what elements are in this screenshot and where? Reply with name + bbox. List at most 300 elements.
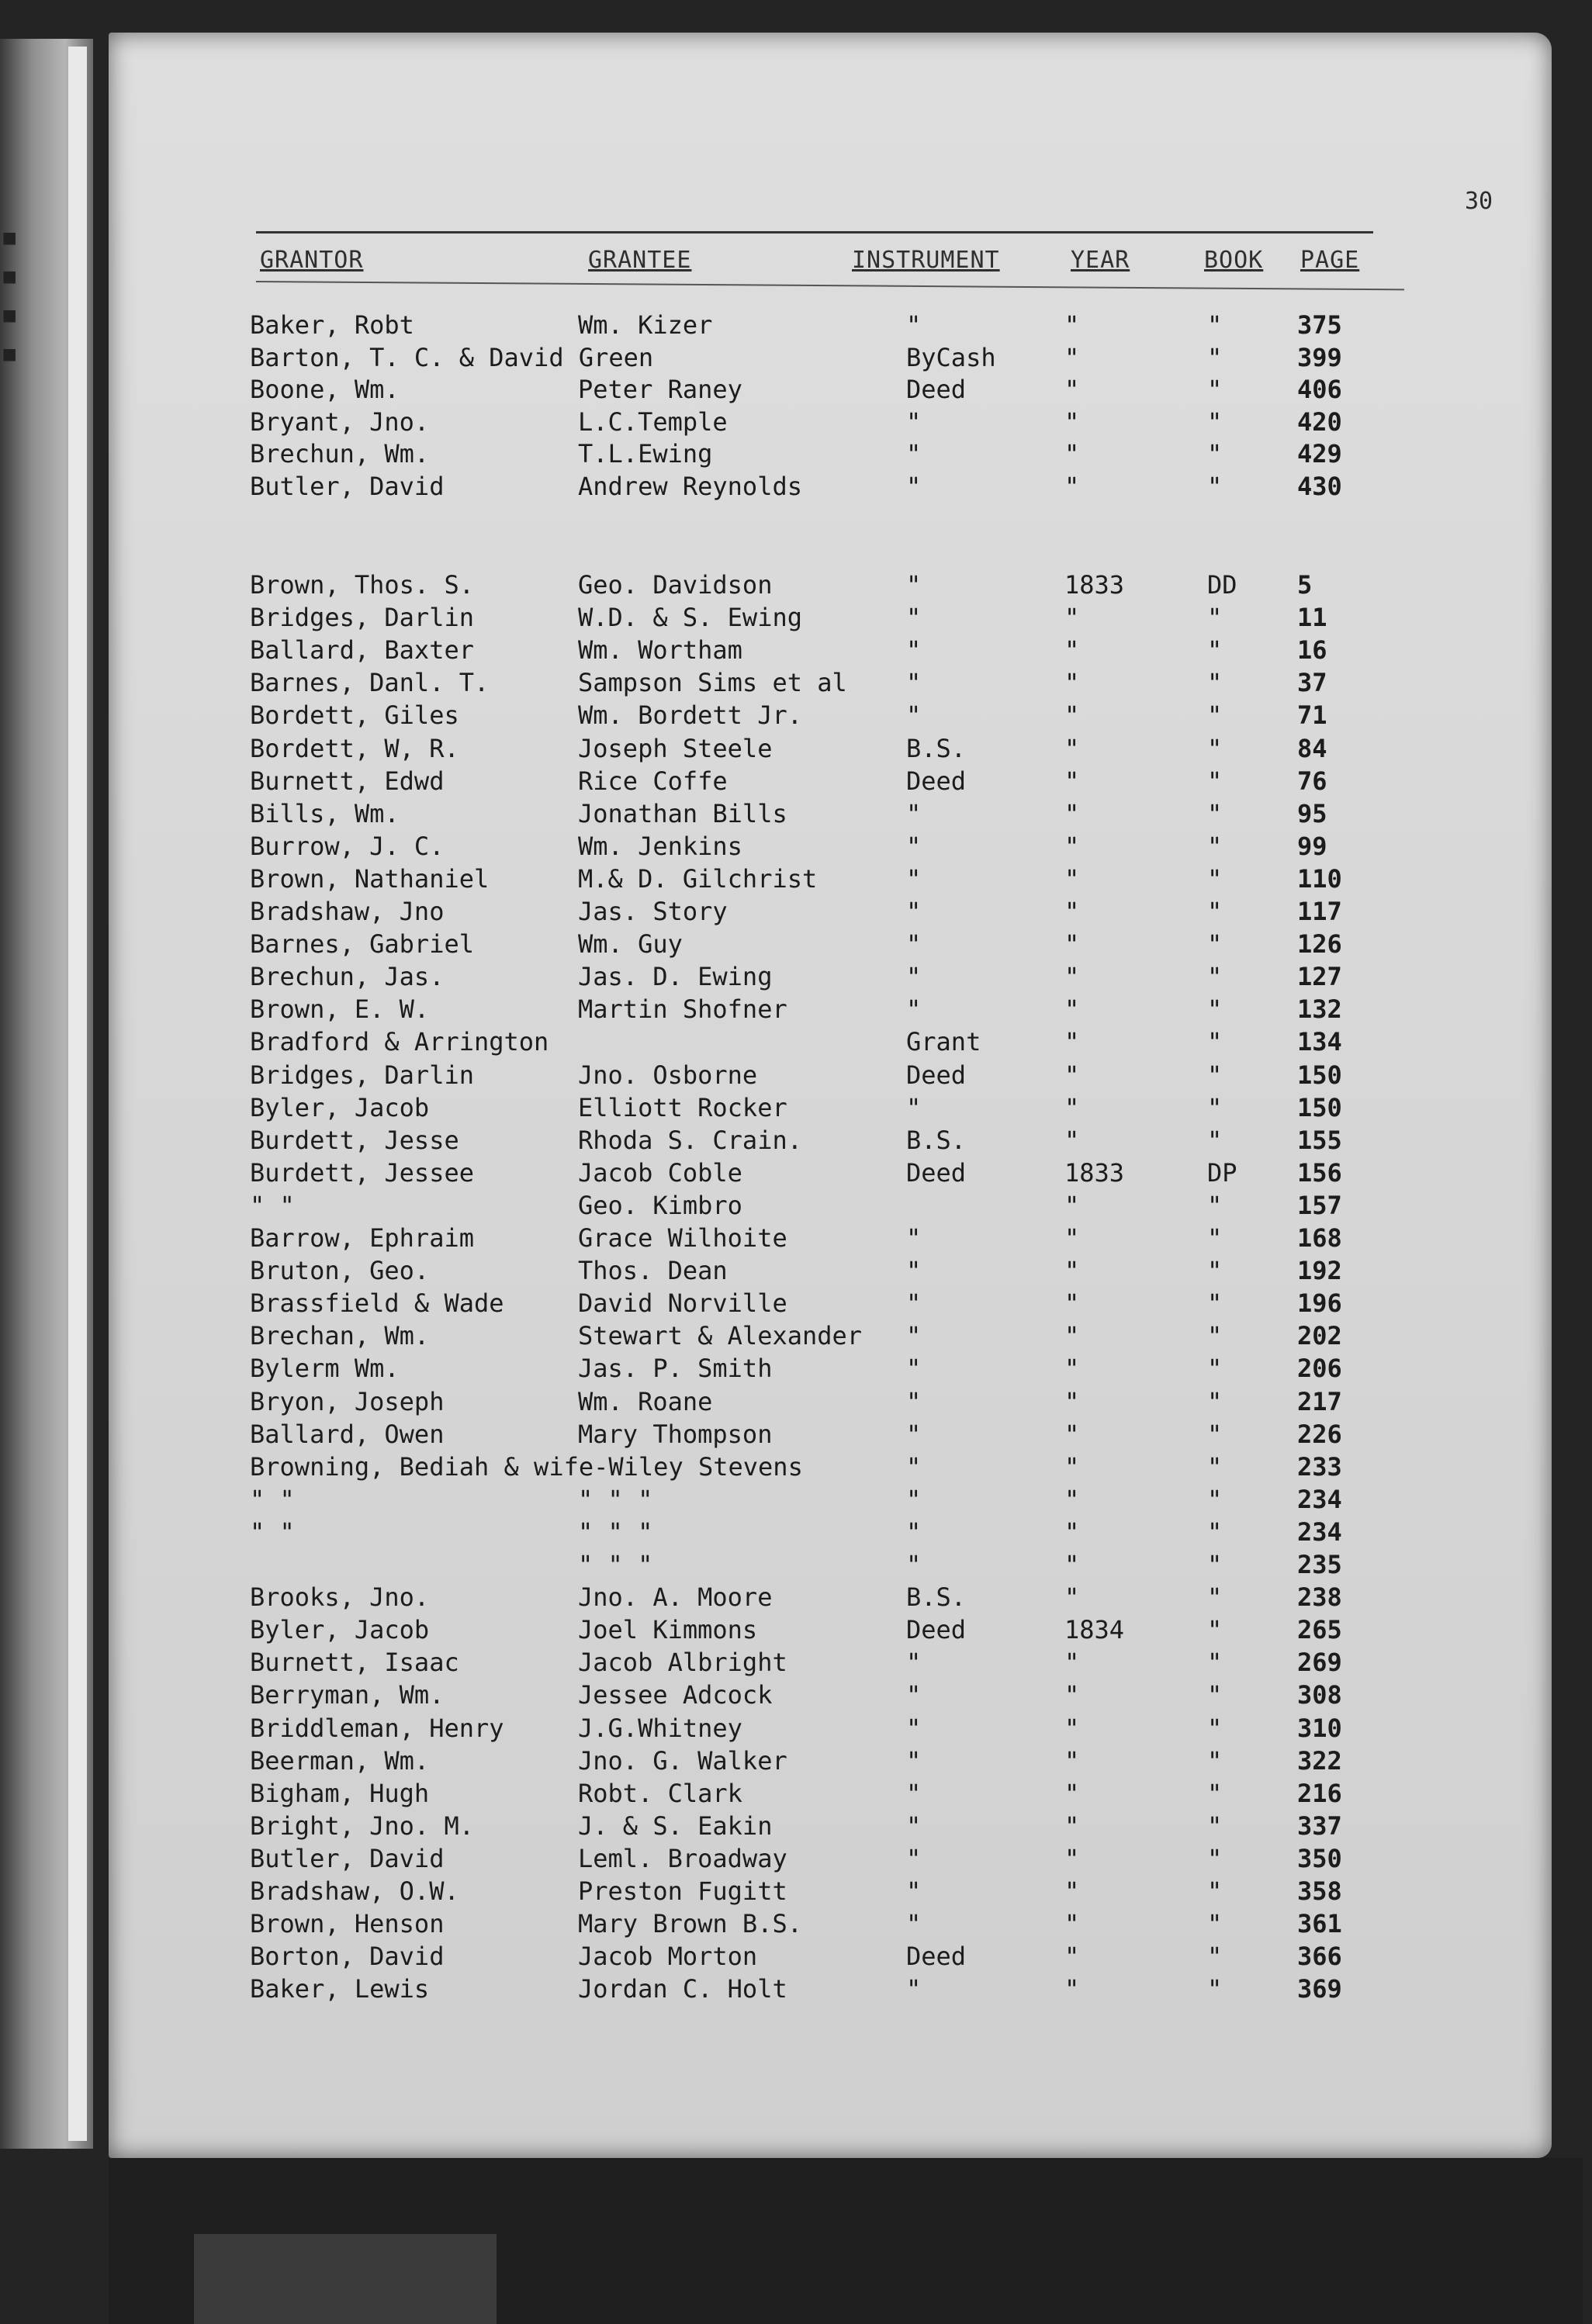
- table-row: [0, 1321, 1592, 1352]
- binding-marks: ▪ ▪ ▪ ▪: [0, 219, 19, 371]
- instrument-cell: ": [906, 1778, 922, 1808]
- instrument-cell: ": [906, 897, 922, 926]
- book-cell: ": [1207, 1288, 1223, 1319]
- grantee-cell: Jno. Osborne: [578, 1060, 758, 1090]
- table-row: [0, 1060, 1592, 1091]
- year-cell: ": [1064, 1810, 1080, 1841]
- year-cell: ": [1064, 1876, 1080, 1906]
- instrument-cell: ": [906, 1092, 922, 1122]
- grantor-cell: Brechun, Wm.: [250, 439, 430, 469]
- book-cell: ": [1207, 375, 1223, 404]
- grantee-cell: Robt. Clark: [578, 1778, 742, 1808]
- page-cell: 238: [1297, 1582, 1342, 1613]
- instrument-cell: ": [906, 439, 922, 469]
- grantor-cell: Berryman, Wm.: [250, 1680, 445, 1710]
- instrument-cell: ": [906, 1354, 922, 1384]
- year-cell: ": [1064, 1223, 1080, 1253]
- instrument-cell: Deed: [906, 1942, 967, 1972]
- page-cell: 322: [1297, 1745, 1342, 1776]
- table-row: [0, 700, 1592, 731]
- table-row: [0, 1387, 1592, 1418]
- table-row: [0, 1027, 1592, 1058]
- grantor-cell: Browning, Bediah & wife-Wiley Stevens: [250, 1451, 803, 1482]
- year-cell: ": [1064, 1092, 1080, 1122]
- year-cell: 1834: [1064, 1615, 1125, 1645]
- book-cell: ": [1207, 635, 1223, 666]
- instrument-cell: ": [906, 962, 922, 992]
- year-cell: ": [1064, 1060, 1080, 1090]
- grantor-cell: Bridges, Darlin: [250, 1060, 474, 1090]
- year-cell: ": [1064, 1648, 1080, 1678]
- table-row: [0, 472, 1592, 503]
- book-cell: ": [1207, 1876, 1223, 1906]
- grantor-cell: Bridges, Darlin: [250, 603, 474, 633]
- instrument-cell: ": [906, 1419, 922, 1449]
- instrument-cell: ": [906, 1451, 922, 1482]
- book-cell: ": [1207, 863, 1223, 894]
- page-cell: 202: [1297, 1321, 1342, 1351]
- grantee-cell: " " ": [578, 1516, 653, 1547]
- grantor-cell: Brown, Thos. S.: [250, 570, 474, 600]
- instrument-cell: ": [906, 1713, 922, 1743]
- grantor-cell: Barrow, Ephraim: [250, 1223, 474, 1253]
- book-cell: ": [1207, 929, 1223, 960]
- grantee-cell: Geo. Kimbro: [578, 1190, 742, 1220]
- instrument-cell: ": [906, 1876, 922, 1906]
- grantor-cell: Boone, Wm.: [250, 375, 400, 404]
- header-underline: [256, 231, 1373, 233]
- year-cell: ": [1064, 1321, 1080, 1351]
- instrument-cell: Deed: [906, 766, 967, 796]
- grantee-cell: " " ": [578, 1550, 653, 1579]
- page-cell: 37: [1297, 668, 1327, 698]
- year-cell: ": [1064, 897, 1080, 926]
- grantee-cell: David Norville: [578, 1288, 787, 1319]
- year-cell: ": [1064, 1419, 1080, 1449]
- grantee-cell: Peter Raney: [578, 375, 742, 404]
- instrument-cell: B.S.: [906, 1125, 967, 1155]
- grantor-cell: Baker, Lewis: [250, 1974, 430, 2004]
- year-cell: ": [1064, 733, 1080, 763]
- book-cell: ": [1207, 1125, 1223, 1155]
- instrument-cell: ": [906, 1288, 922, 1319]
- table-row: [0, 1517, 1592, 1548]
- table-row: [0, 1223, 1592, 1254]
- page-cell: 155: [1297, 1125, 1342, 1155]
- instrument-cell: ": [906, 1484, 922, 1514]
- grantee-cell: Jacob Coble: [578, 1157, 742, 1188]
- book-cell: ": [1207, 700, 1223, 731]
- grantor-cell: Brown, Nathaniel: [250, 863, 490, 894]
- grantor-cell: Burdett, Jesse: [250, 1125, 459, 1155]
- grantee-cell: Wm. Jenkins: [578, 831, 742, 861]
- book-cell: ": [1207, 1027, 1223, 1057]
- year-cell: ": [1064, 635, 1080, 666]
- table-row: [0, 1974, 1592, 2005]
- page-cell: 265: [1297, 1615, 1342, 1645]
- book-cell: ": [1207, 1092, 1223, 1122]
- book-cell: ": [1207, 342, 1223, 372]
- grantee-cell: J.G.Whitney: [578, 1713, 742, 1743]
- grantor-cell: Bryon, Joseph: [250, 1386, 445, 1416]
- grantee-cell: Wm. Roane: [578, 1386, 713, 1416]
- instrument-cell: B.S.: [906, 1582, 967, 1613]
- scan-bottom-tab: [194, 2234, 497, 2324]
- table-row: [0, 1093, 1592, 1124]
- page-cell: 76: [1297, 766, 1327, 796]
- book-cell: ": [1207, 831, 1223, 861]
- year-cell: ": [1064, 1582, 1080, 1613]
- instrument-cell: ": [906, 1321, 922, 1351]
- instrument-cell: ": [906, 1745, 922, 1776]
- book-cell: ": [1207, 1321, 1223, 1351]
- instrument-cell: ": [906, 700, 922, 731]
- page-cell: 16: [1297, 635, 1327, 666]
- year-cell: ": [1064, 1843, 1080, 1873]
- grantee-cell: Thos. Dean: [578, 1256, 728, 1286]
- year-cell: ": [1064, 1354, 1080, 1384]
- year-cell: ": [1064, 1778, 1080, 1808]
- instrument-cell: ": [906, 1843, 922, 1873]
- grantor-cell: Briddleman, Henry: [250, 1713, 504, 1743]
- year-cell: ": [1064, 1942, 1080, 1972]
- page-cell: 117: [1297, 897, 1342, 926]
- grantor-cell: Byler, Jacob: [250, 1615, 430, 1645]
- table-row: [0, 766, 1592, 797]
- grantor-cell: Brown, Henson: [250, 1909, 445, 1939]
- instrument-cell: ": [906, 1909, 922, 1939]
- page-cell: 206: [1297, 1354, 1342, 1384]
- table-row: [0, 1876, 1592, 1907]
- book-cell: DP: [1207, 1157, 1237, 1188]
- table-row: [0, 897, 1592, 928]
- grantor-cell: Bordett, Giles: [250, 700, 459, 731]
- year-cell: ": [1064, 603, 1080, 633]
- page-cell: 99: [1297, 831, 1327, 861]
- page-cell: 233: [1297, 1451, 1342, 1482]
- page-cell: 369: [1297, 1974, 1342, 2004]
- year-cell: ": [1064, 1288, 1080, 1319]
- grantee-cell: Wm. Bordett Jr.: [578, 700, 802, 731]
- page-cell: 235: [1297, 1550, 1342, 1579]
- year-cell: ": [1064, 1680, 1080, 1710]
- grantee-cell: Wm. Guy: [578, 929, 683, 960]
- table-row: [0, 668, 1592, 699]
- grantee-cell: Jacob Morton: [578, 1942, 758, 1972]
- table-row: [0, 1909, 1592, 1940]
- grantor-cell: Ballard, Baxter: [250, 635, 474, 666]
- page-cell: 157: [1297, 1190, 1342, 1220]
- instrument-cell: ": [906, 798, 922, 828]
- year-cell: ": [1064, 375, 1080, 404]
- page-cell: 150: [1297, 1092, 1342, 1122]
- book-cell: ": [1207, 1582, 1223, 1613]
- page-cell: 234: [1297, 1516, 1342, 1547]
- grantee-cell: L.C.Temple: [578, 406, 728, 437]
- header-page: PAGE: [1300, 247, 1360, 274]
- instrument-cell: ": [906, 1223, 922, 1253]
- year-cell: ": [1064, 1386, 1080, 1416]
- year-cell: ": [1064, 1451, 1080, 1482]
- table-row: [0, 1942, 1592, 1973]
- page-cell: 95: [1297, 798, 1327, 828]
- grantee-cell: Jno. A. Moore: [578, 1582, 773, 1613]
- page-cell: 150: [1297, 1060, 1342, 1090]
- grantor-cell: Butler, David: [250, 471, 445, 501]
- table-row: [0, 962, 1592, 993]
- book-cell: ": [1207, 1810, 1223, 1841]
- page-cell: 269: [1297, 1648, 1342, 1678]
- instrument-cell: ": [906, 1680, 922, 1710]
- header-grantor: GRANTOR: [260, 247, 364, 274]
- book-cell: ": [1207, 962, 1223, 992]
- year-cell: ": [1064, 863, 1080, 894]
- grantor-cell: Bradford & Arrington: [250, 1027, 549, 1057]
- page-cell: 361: [1297, 1909, 1342, 1939]
- instrument-cell: ": [906, 863, 922, 894]
- book-cell: ": [1207, 439, 1223, 469]
- year-cell: ": [1064, 1745, 1080, 1776]
- grantor-cell: Bradshaw, O.W.: [250, 1876, 459, 1906]
- grantee-cell: Jacob Albright: [578, 1648, 787, 1678]
- grantor-cell: Brechun, Jas.: [250, 962, 445, 992]
- year-cell: ": [1064, 342, 1080, 372]
- year-cell: ": [1064, 700, 1080, 731]
- book-cell: ": [1207, 1843, 1223, 1873]
- table-row: [0, 1811, 1592, 1842]
- table-row: [0, 799, 1592, 830]
- year-cell: ": [1064, 439, 1080, 469]
- page-cell: 430: [1297, 471, 1342, 501]
- book-cell: ": [1207, 766, 1223, 796]
- instrument-cell: ": [906, 994, 922, 1025]
- book-cell: ": [1207, 1451, 1223, 1482]
- book-cell: ": [1207, 1256, 1223, 1286]
- page-cell: 358: [1297, 1876, 1342, 1906]
- grantor-cell: Bradshaw, Jno: [250, 897, 445, 926]
- table-row: [0, 1158, 1592, 1189]
- instrument-cell: Deed: [906, 1157, 967, 1188]
- year-cell: 1833: [1064, 1157, 1125, 1188]
- instrument-cell: ByCash: [906, 342, 996, 372]
- book-cell: ": [1207, 798, 1223, 828]
- book-cell: ": [1207, 1974, 1223, 2004]
- year-cell: ": [1064, 310, 1080, 340]
- book-cell: ": [1207, 1516, 1223, 1547]
- book-cell: ": [1207, 733, 1223, 763]
- grantor-cell: Baker, Robt: [250, 310, 414, 340]
- grantee-cell: Mary Thompson: [578, 1419, 773, 1449]
- page-number: 30: [1465, 188, 1493, 215]
- instrument-cell: ": [906, 1648, 922, 1678]
- year-cell: ": [1064, 962, 1080, 992]
- table-row: [0, 1420, 1592, 1451]
- grantee-cell: Martin Shofner: [578, 994, 787, 1025]
- year-cell: ": [1064, 668, 1080, 698]
- instrument-cell: ": [906, 831, 922, 861]
- grantee-cell: Preston Fugitt: [578, 1876, 787, 1906]
- grantor-cell: Burnett, Edwd: [250, 766, 445, 796]
- grantor-cell: Beerman, Wm.: [250, 1745, 430, 1776]
- instrument-cell: ": [906, 668, 922, 698]
- page-cell: 399: [1297, 342, 1342, 372]
- instrument-cell: ": [906, 1550, 922, 1579]
- page-cell: 11: [1297, 603, 1327, 633]
- grantee-cell: T.L.Ewing: [578, 439, 713, 469]
- table-row: [0, 1844, 1592, 1875]
- page-cell: 234: [1297, 1484, 1342, 1514]
- grantee-cell: W.D. & S. Ewing: [578, 603, 802, 633]
- grantor-cell: Barnes, Danl. T.: [250, 668, 490, 698]
- table-row: [0, 734, 1592, 765]
- grantor-cell: Butler, David: [250, 1843, 445, 1873]
- page-cell: 192: [1297, 1256, 1342, 1286]
- grantor-cell: Burnett, Isaac: [250, 1648, 459, 1678]
- table-row: [0, 603, 1592, 634]
- header-year: YEAR: [1071, 247, 1130, 274]
- header-instrument: INSTRUMENT: [852, 247, 1000, 274]
- grantor-cell: Burdett, Jessee: [250, 1157, 474, 1188]
- year-cell: ": [1064, 1713, 1080, 1743]
- header-book: BOOK: [1204, 247, 1264, 274]
- instrument-cell: ": [906, 310, 922, 340]
- year-cell: ": [1064, 831, 1080, 861]
- year-cell: ": [1064, 406, 1080, 437]
- table-row: [0, 1191, 1592, 1222]
- table-row: [0, 832, 1592, 863]
- grantee-cell: Wm. Kizer: [578, 310, 713, 340]
- grantee-cell: Jno. G. Walker: [578, 1745, 787, 1776]
- page-cell: 366: [1297, 1942, 1342, 1972]
- grantor-cell: Brooks, Jno.: [250, 1582, 430, 1613]
- page-cell: 375: [1297, 310, 1342, 340]
- grantee-cell: " " ": [578, 1484, 653, 1514]
- book-cell: ": [1207, 1713, 1223, 1743]
- grantee-cell: Wm. Wortham: [578, 635, 742, 666]
- book-cell: ": [1207, 1354, 1223, 1384]
- grantee-cell: Geo. Davidson: [578, 570, 773, 600]
- book-cell: ": [1207, 1484, 1223, 1514]
- grantee-cell: Jas. P. Smith: [578, 1354, 773, 1384]
- table-row: [0, 1779, 1592, 1810]
- book-cell: ": [1207, 897, 1223, 926]
- table-row: [0, 929, 1592, 960]
- table-row: [0, 310, 1592, 341]
- year-cell: ": [1064, 471, 1080, 501]
- page-cell: 310: [1297, 1713, 1342, 1743]
- table-row: [0, 1485, 1592, 1516]
- table-row: [0, 1354, 1592, 1385]
- page-cell: 429: [1297, 439, 1342, 469]
- table-row: [0, 407, 1592, 438]
- year-cell: ": [1064, 798, 1080, 828]
- table-row: [0, 1256, 1592, 1287]
- page-cell: 216: [1297, 1778, 1342, 1808]
- grantor-cell: Burrow, J. C.: [250, 831, 445, 861]
- instrument-cell: ": [906, 1974, 922, 2004]
- instrument-cell: ": [906, 1810, 922, 1841]
- grantee-cell: Joel Kimmons: [578, 1615, 758, 1645]
- instrument-cell: ": [906, 1256, 922, 1286]
- grantee-cell: Mary Brown B.S.: [578, 1909, 802, 1939]
- year-cell: ": [1064, 766, 1080, 796]
- book-cell: ": [1207, 1648, 1223, 1678]
- page-cell: 126: [1297, 929, 1342, 960]
- table-row: [0, 994, 1592, 1025]
- grantor-cell: " ": [250, 1484, 295, 1514]
- book-cell: ": [1207, 1223, 1223, 1253]
- page-cell: 337: [1297, 1810, 1342, 1841]
- book-cell: ": [1207, 310, 1223, 340]
- grantee-cell: J. & S. Eakin: [578, 1810, 773, 1841]
- year-cell: ": [1064, 1190, 1080, 1220]
- grantor-cell: Bright, Jno. M.: [250, 1810, 474, 1841]
- book-cell: DD: [1207, 570, 1237, 600]
- table-row: [0, 439, 1592, 470]
- instrument-cell: Deed: [906, 1060, 967, 1090]
- book-cell: ": [1207, 1942, 1223, 1972]
- page-cell: 127: [1297, 962, 1342, 992]
- page-cell: 71: [1297, 700, 1327, 731]
- table-row: [0, 1550, 1592, 1581]
- year-cell: ": [1064, 1484, 1080, 1514]
- page-cell: 132: [1297, 994, 1342, 1025]
- table-row: [0, 1746, 1592, 1777]
- year-cell: ": [1064, 1027, 1080, 1057]
- instrument-cell: ": [906, 929, 922, 960]
- table-row: [0, 1582, 1592, 1613]
- page-cell: 350: [1297, 1843, 1342, 1873]
- table-row: [0, 1648, 1592, 1679]
- grantee-cell: Jordan C. Holt: [578, 1974, 787, 2004]
- grantee-cell: Jessee Adcock: [578, 1680, 773, 1710]
- page-cell: 196: [1297, 1288, 1342, 1319]
- table-row: [0, 1126, 1592, 1157]
- table-row: [0, 1680, 1592, 1711]
- page-cell: 134: [1297, 1027, 1342, 1057]
- book-cell: ": [1207, 1909, 1223, 1939]
- book-cell: ": [1207, 1745, 1223, 1776]
- instrument-cell: ": [906, 570, 922, 600]
- year-cell: ": [1064, 929, 1080, 960]
- grantee-cell: Stewart & Alexander: [578, 1321, 863, 1351]
- year-cell: ": [1064, 1256, 1080, 1286]
- grantee-cell: Jas. D. Ewing: [578, 962, 773, 992]
- table-row: [0, 1714, 1592, 1745]
- grantor-cell: Bigham, Hugh: [250, 1778, 430, 1808]
- table-row: [0, 635, 1592, 666]
- book-cell: ": [1207, 1550, 1223, 1579]
- grantor-cell: Brechan, Wm.: [250, 1321, 430, 1351]
- grantor-cell: Bordett, W, R.: [250, 733, 459, 763]
- page-cell: 420: [1297, 406, 1342, 437]
- instrument-cell: ": [906, 1516, 922, 1547]
- grantee-cell: Joseph Steele: [578, 733, 773, 763]
- grantor-cell: Bruton, Geo.: [250, 1256, 430, 1286]
- grantee-cell: Andrew Reynolds: [578, 471, 802, 501]
- book-cell: ": [1207, 1419, 1223, 1449]
- year-cell: ": [1064, 1909, 1080, 1939]
- book-cell: ": [1207, 1060, 1223, 1090]
- instrument-cell: ": [906, 406, 922, 437]
- book-cell: ": [1207, 1615, 1223, 1645]
- year-cell: ": [1064, 1125, 1080, 1155]
- grantor-cell: Brassfield & Wade: [250, 1288, 504, 1319]
- grantee-cell: Elliott Rocker: [578, 1092, 787, 1122]
- grantor-cell: Bylerm Wm.: [250, 1354, 400, 1384]
- grantor-cell: Borton, David: [250, 1942, 445, 1972]
- instrument-cell: Deed: [906, 1615, 967, 1645]
